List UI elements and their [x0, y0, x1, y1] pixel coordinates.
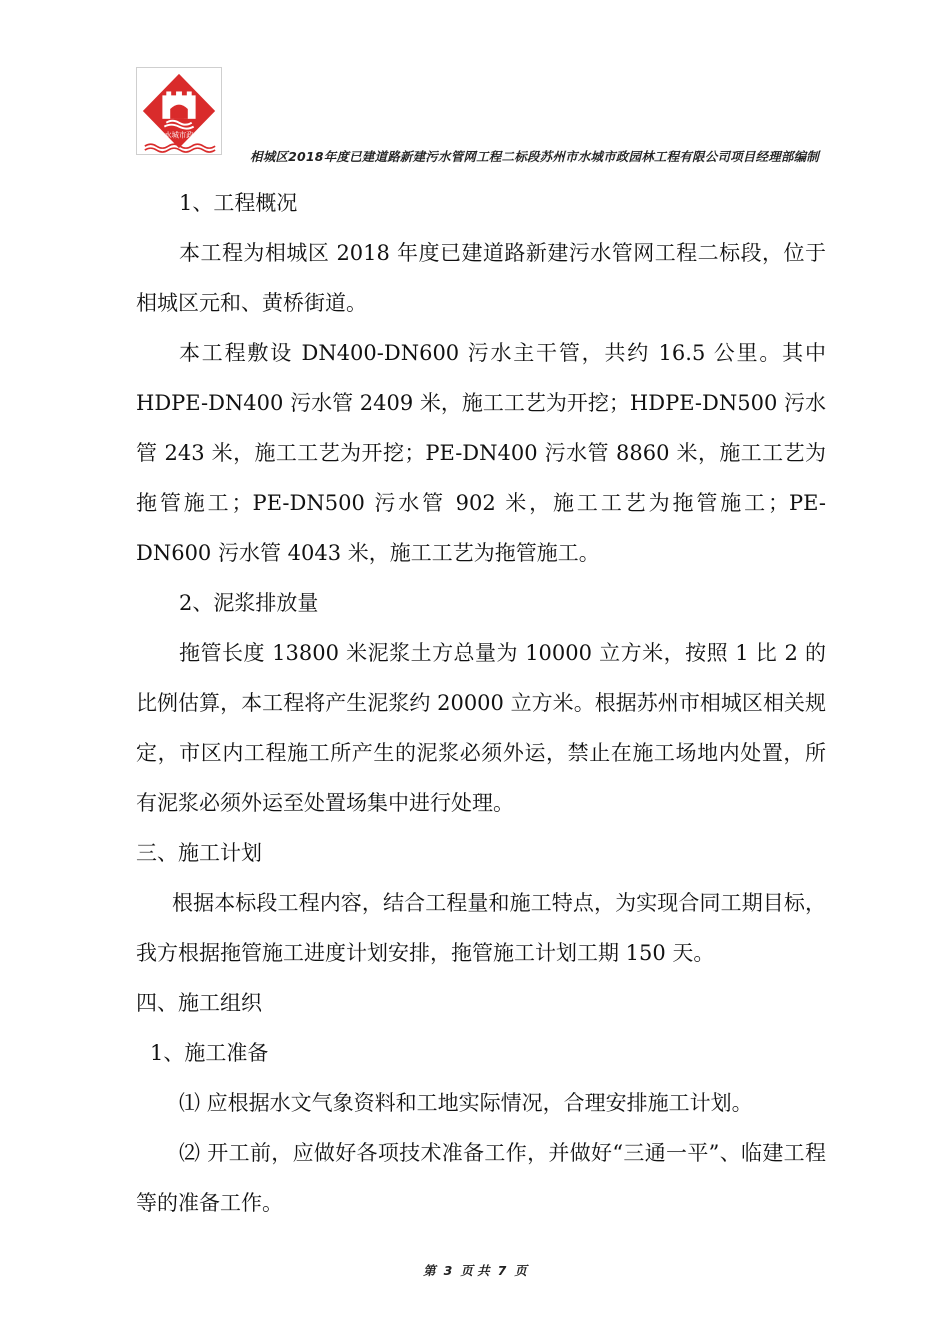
company-logo [136, 67, 222, 155]
section-heading-organization: 四、施工组织 [136, 991, 262, 1015]
subsection-heading-preparation: 1、施工准备 [150, 1041, 269, 1065]
paragraph-overview: 本工程为相城区 2018 年度已建道路新建污水管网工程二标段，位于相城区元和、黄桥街道。 [136, 241, 826, 315]
list-item-preparation-2: ⑵ 开工前，应做好各项技术准备工作，并做好“三通一平”、临建工程等的准备工作。 [136, 1141, 826, 1215]
page-footer [0, 1261, 950, 1279]
paragraph-plan: 根据本标段工程内容，结合工程量和施工特点，为实现合同工期目标，我方根据拖管施工进度计划安排，拖管施工计划工期 150 天。 [136, 891, 826, 965]
paragraph-mud: 拖管长度 13800 米泥浆土方总量为 10000 立方米，按照 1 比 2 的比例估算，本工程将产生泥浆约 20000 立方米。根据苏州市相城区相关规定，市区内工程施工所产生的泥浆必须外运，禁止在施工场地内处置，所有泥浆必须外运至处置场集中进行处理。 [136, 641, 826, 815]
section-heading-plan: 三、施工计划 [136, 841, 262, 865]
footer-prefix: 第 [423, 1263, 436, 1278]
logo-emblem-icon [137, 68, 221, 154]
footer-mid: 页 共 [460, 1263, 490, 1278]
list-item-preparation-1: ⑴ 应根据水文气象资料和工地实际情况，合理安排施工计划。 [179, 1091, 753, 1115]
footer-page-number: 3 [443, 1263, 453, 1278]
footer-total-pages: 7 [497, 1263, 507, 1278]
logo-text: 水城市政 [164, 130, 194, 140]
paragraph-pipes: 本工程敷设 DN400-DN600 污水主干管，共约 16.5 公里。其中 HDPE-DN400 污水管 2409 米，施工工艺为开挖；HDPE-DN500 污水管 243 米，施工工艺为开挖；PE-DN400 污水管 8860 米，施工工艺为拖管施工；PE-DN500 污水管 902 米，施工工艺为拖管施工；PE-DN600 污水管 4043 米，施工工艺为拖管施工。 [136, 341, 826, 565]
section-heading-mud: 2、泥浆排放量 [179, 591, 319, 615]
document-header: 相城区2018年度已建道路新建污水管网工程二标段苏州市水城市政园林工程有限公司项目经理部编制 [250, 149, 819, 164]
section-heading-overview: 1、工程概况 [179, 191, 298, 215]
footer-suffix: 页 [514, 1263, 527, 1278]
document-body [136, 178, 826, 1228]
